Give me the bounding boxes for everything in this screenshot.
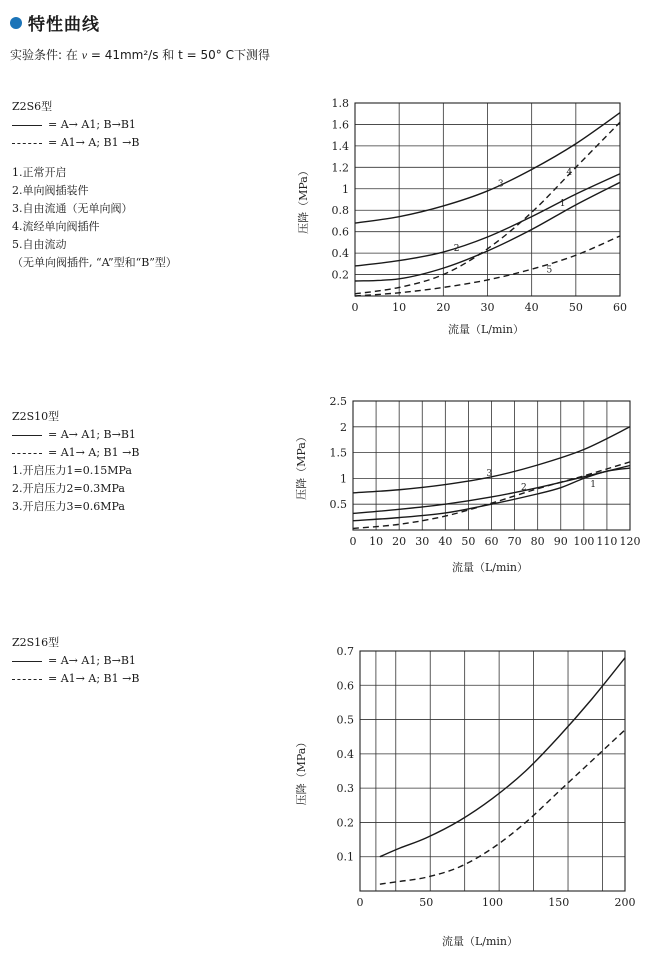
- legend-eq: =: [48, 136, 58, 149]
- y-tick-label: 0.6: [331, 225, 349, 239]
- solid-line-label: A→ A1; B→B1: [60, 428, 136, 441]
- x-tick-label: 40: [438, 535, 453, 548]
- x-tick-label: 50: [568, 301, 583, 314]
- x-tick-label: 0: [356, 896, 364, 909]
- x-tick-label: 60: [613, 301, 627, 314]
- dashed-line-label: A1→ A; B1 →B: [60, 136, 140, 149]
- x-axis-label: 流量（L/min）: [447, 323, 525, 336]
- series-label: 1: [590, 480, 596, 491]
- y-axis-label: 压降（MPa）: [295, 431, 308, 500]
- x-tick-label: 100: [482, 896, 503, 909]
- x-tick-label: 50: [461, 535, 476, 548]
- x-tick-label: 30: [480, 301, 495, 314]
- model-label: Z2S16型: [12, 636, 60, 649]
- x-tick-label: 10: [392, 301, 407, 314]
- x-tick-label: 0: [351, 301, 359, 314]
- x-tick-label: 20: [392, 535, 407, 548]
- y-tick-label: 0.6: [336, 679, 354, 693]
- note: 3.开启压力3=0.6MPa: [12, 500, 125, 513]
- note: 3.自由流通（无单向阀）: [12, 202, 133, 215]
- x-tick-label: 200: [614, 896, 636, 909]
- note: 1.正常开启: [12, 166, 67, 179]
- x-axis-label: 流量（L/min）: [441, 935, 519, 948]
- conditions-symbol: ν: [81, 48, 88, 62]
- y-tick-label: 2.5: [329, 395, 347, 408]
- note: 2.单向阀插装件: [12, 184, 89, 197]
- note: 2.开启压力2=0.3MPa: [12, 482, 125, 495]
- series-label: 2: [453, 243, 460, 254]
- x-tick-label: 30: [415, 535, 430, 548]
- y-tick-label: 1: [342, 182, 349, 196]
- y-tick-label: 1.6: [331, 118, 349, 132]
- y-tick-label: 0.2: [336, 816, 354, 830]
- legend-eq: =: [48, 446, 58, 459]
- legend-eq: =: [48, 428, 58, 441]
- y-tick-label: 0.7: [336, 645, 354, 658]
- plot-frame: [360, 651, 625, 891]
- conditions-prefix: 实验条件: 在: [10, 48, 78, 62]
- note: 4.流经单向阀插件: [12, 220, 100, 233]
- series-label: 3: [486, 468, 493, 479]
- x-tick-label: 70: [507, 535, 522, 548]
- dashed-line-label: A1→ A; B1 →B: [60, 446, 140, 459]
- chart-z2s6: [0, 0, 650, 350]
- y-tick-label: 0.8: [331, 204, 349, 218]
- x-tick-label: 10: [369, 535, 384, 548]
- note: （无单向阀插件, “A”型和“B”型）: [12, 256, 177, 269]
- y-axis-label: 压降（MPa）: [295, 736, 308, 806]
- y-tick-label: 0.2: [331, 268, 349, 282]
- x-tick-label: 80: [530, 535, 545, 548]
- legend-eq: =: [48, 118, 58, 131]
- y-tick-label: 0.1: [336, 850, 354, 864]
- x-tick-label: 0: [349, 535, 357, 548]
- y-tick-label: 0.5: [336, 713, 354, 727]
- y-tick-label: 1.4: [331, 139, 349, 153]
- series-label: 5: [546, 265, 553, 276]
- series-line-solid: [380, 658, 625, 857]
- series-line-dashed: [380, 730, 625, 884]
- x-tick-label: 90: [553, 535, 568, 548]
- chart-z2s10: [0, 380, 650, 600]
- model-label: Z2S6型: [12, 100, 53, 113]
- solid-line-label: A→ A1; B→B1: [60, 654, 136, 667]
- series-label: 3: [497, 179, 504, 190]
- y-tick-label: 1: [340, 472, 347, 486]
- x-axis-label: 流量（L/min）: [451, 561, 529, 574]
- x-tick-label: 40: [524, 301, 539, 314]
- series-label: 1: [559, 198, 566, 209]
- x-tick-label: 120: [619, 535, 641, 548]
- conditions-rest: = 41mm²/s 和 t = 50° C下测得: [90, 48, 270, 62]
- y-tick-label: 2: [340, 420, 347, 434]
- y-axis-label: 压降（MPa）: [297, 165, 310, 234]
- y-tick-label: 1.2: [331, 161, 349, 175]
- x-tick-label: 100: [573, 535, 595, 548]
- note: 5.自由流动: [12, 238, 67, 251]
- x-tick-label: 60: [484, 535, 499, 548]
- y-tick-label: 0.3: [336, 782, 354, 796]
- dashed-line-label: A1→ A; B1 →B: [60, 672, 140, 685]
- legend-eq: =: [48, 654, 58, 667]
- legend-eq: =: [48, 672, 58, 685]
- model-label: Z2S10型: [12, 410, 60, 423]
- y-tick-label: 1.8: [331, 97, 349, 110]
- x-tick-label: 110: [596, 535, 618, 548]
- page-title: 特性曲线: [28, 15, 100, 35]
- x-tick-label: 150: [548, 896, 570, 909]
- y-tick-label: 0.4: [331, 247, 349, 261]
- series-label: 4: [566, 167, 573, 178]
- y-tick-label: 0.5: [329, 498, 347, 512]
- x-tick-label: 20: [436, 301, 451, 314]
- solid-line-label: A→ A1; B→B1: [60, 118, 136, 131]
- y-tick-label: 0.4: [336, 747, 354, 761]
- x-tick-label: 50: [419, 896, 434, 909]
- note: 1.开启压力1=0.15MPa: [12, 464, 132, 477]
- y-tick-label: 1.5: [329, 446, 347, 460]
- chart-z2s16: [0, 630, 650, 972]
- series-label: 2: [520, 482, 527, 493]
